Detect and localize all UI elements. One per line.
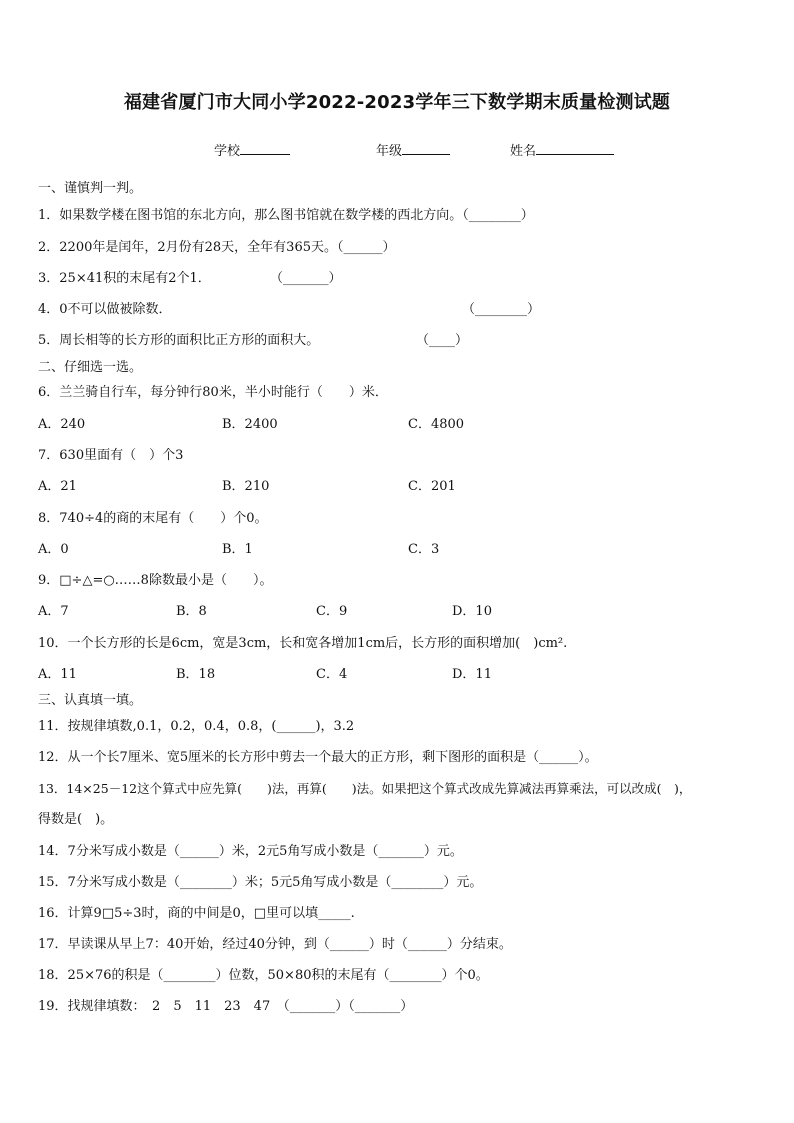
question-4-blank: （________） (462, 302, 541, 317)
question-7: 7．630里面有（ ）个3 (38, 448, 184, 463)
question-17: 17．早读课从早上7：40开始，经过40分钟，到（______）时（______）分结束。 (38, 937, 512, 952)
page-title: 福建省厦门市大同小学2022-2023学年三下数学期末质量检测试题 (123, 92, 671, 113)
question-16: 16．计算9□5÷3时，商的中间是0，□里可以填_____. (38, 906, 355, 921)
question-8: 8．740÷4的商的末尾有（ ）个0。 (38, 511, 268, 526)
q10-option-a: A．11 (38, 667, 77, 682)
school-field (214, 140, 290, 159)
question-2: 2．2200年是闰年，2月份有28天，全年有365天。（______） (38, 240, 396, 255)
school-label: 学校 (214, 144, 241, 159)
question-13: 13．14×25－12这个算式中应先算( )法，再算( )法。如果把这个算式改成先算减法再算乘法，可以改成( )， (38, 781, 692, 796)
q6-option-b: B．2400 (222, 417, 278, 432)
name-field (510, 140, 614, 159)
section-heading-2: 二、仔细选一选。 (38, 360, 143, 375)
question-14: 14．7分米写成小数是（______）米，2元5角写成小数是（_______）元。 (38, 844, 463, 859)
name-label: 姓名 (510, 144, 537, 159)
question-13-continued: 得数是( )。 (38, 812, 114, 827)
q10-option-b: B．18 (176, 667, 216, 682)
question-18: 18．25×76的积是（________）位数，50×80积的末尾有（________）个0。 (38, 968, 489, 983)
question-5-blank: （____） (416, 333, 469, 348)
name-blank (536, 142, 614, 155)
question-5: 5．周长相等的长方形的面积比正方形的面积大。 (38, 333, 320, 348)
question-10: 10．一个长方形的长是6cm，宽是3cm，长和宽各增加1cm后，长方形的面积增加( )cm². (38, 636, 568, 651)
q10-option-d: D．11 (452, 667, 492, 682)
question-4: 4．0不可以做被除数． (38, 302, 172, 317)
grade-label: 年级 (376, 144, 403, 159)
q8-option-a: A．0 (38, 542, 69, 557)
question-1: 1．如果数学楼在图书馆的东北方向，那么图书馆就在数学楼的西北方向。（________） (38, 208, 534, 223)
section-heading-1: 一、谨慎判一判。 (38, 181, 143, 196)
question-12: 12．从一个长7厘米、宽5厘米的长方形中剪去一个最大的正方形，剩下图形的面积是（______）。 (38, 750, 598, 765)
question-15: 15．7分米写成小数是（________）米；5元5角写成小数是（________）元。 (38, 875, 483, 890)
q6-option-c: C．4800 (408, 417, 465, 432)
question-3: 3．25×41积的末尾有2个1． (38, 271, 211, 286)
grade-field (376, 140, 450, 159)
section-heading-3: 三、认真填一填。 (38, 693, 143, 708)
question-9: 9．□÷△=○……8除数最小是（ ）。 (38, 573, 273, 588)
grade-blank (402, 142, 450, 155)
q7-option-a: A．21 (38, 479, 77, 494)
question-19: 19．找规律填数： 2 5 11 23 47 （_______）（_______） (38, 999, 414, 1014)
q7-option-c: C．201 (408, 479, 456, 494)
q10-option-c: C．4 (316, 667, 348, 682)
question-6: 6．兰兰骑自行车，每分钟行80米，半小时能行（ ）米． (38, 385, 388, 400)
q8-option-c: C．3 (408, 542, 440, 557)
q9-option-a: A．7 (38, 604, 69, 619)
q9-option-d: D．10 (452, 604, 492, 619)
school-blank (240, 142, 290, 155)
question-11: 11．按规律填数,0.1，0.2，0.4，0.8，(______)，3.2 (38, 719, 355, 734)
question-3-blank: （_______） (270, 271, 342, 286)
q9-option-c: C．9 (316, 604, 348, 619)
q6-option-a: A．240 (38, 417, 86, 432)
q9-option-b: B．8 (176, 604, 207, 619)
q8-option-b: B．1 (222, 542, 253, 557)
q7-option-b: B．210 (222, 479, 270, 494)
